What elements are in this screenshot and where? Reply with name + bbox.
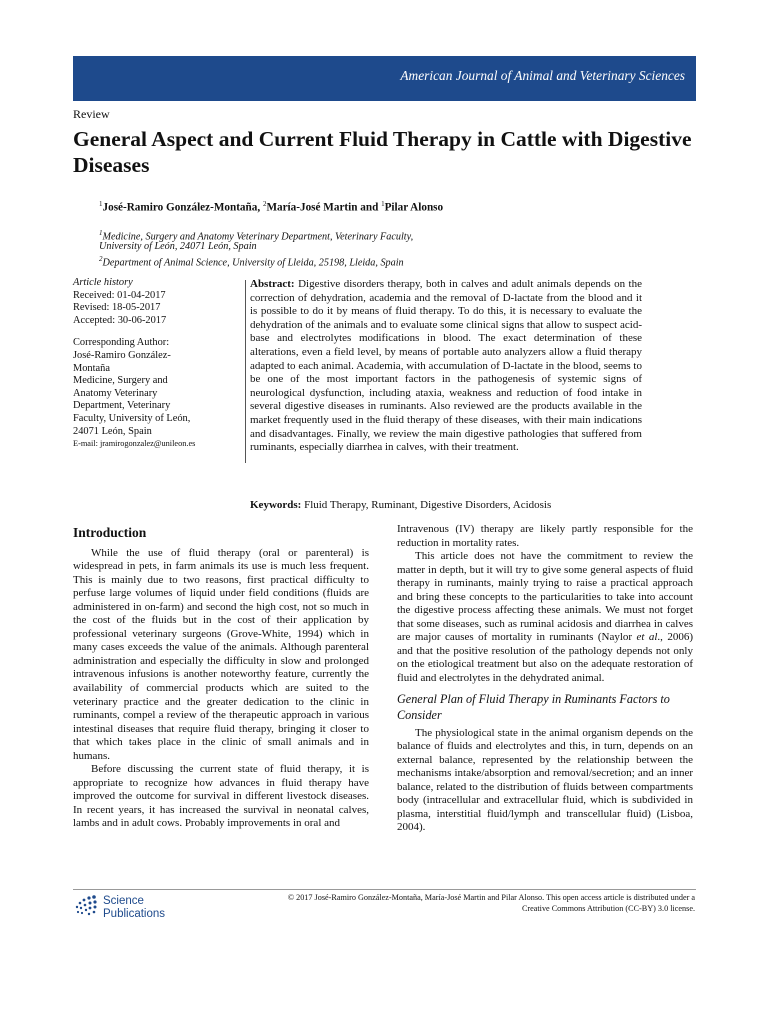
author-name: María-José Martin and: [266, 201, 382, 214]
abstract: [250, 278, 642, 455]
footer-divider: [73, 889, 696, 890]
corresponding-line: 24071 León, Spain: [73, 425, 152, 437]
affiliation-sup: 2: [99, 255, 103, 263]
journal-title: American Journal of Animal and Veterinary Sciences: [400, 68, 685, 83]
affiliation-text: University of León, 24071 León, Spain: [99, 241, 257, 252]
corresponding-line: José-Ramiro González-: [73, 349, 171, 361]
affiliation: [99, 253, 404, 270]
author-sup: 1: [99, 200, 103, 208]
corresponding-label: Corresponding Author:: [73, 337, 170, 349]
copyright-notice: [200, 893, 695, 914]
history-label: Article history: [73, 277, 133, 288]
corresponding-line: Montaña: [73, 362, 110, 374]
logo-text: [103, 895, 165, 920]
paragraph-text: This article does not have the commitment to review the matter in depth, but it will try to give some general aspects of fluid therapy in ruminants, mainly trying to raise a practical approach and bring these concepts to the particularities to take into account the digestive process affecting these animals. We must not forget that some diseases, such as ruminal acidosis and diarrhea in calves are major causes of mortality in ruminants (Naylor: [397, 550, 693, 644]
paragraph: While the use of fluid therapy (oral or parenteral) is widespread in pets, in farm animals its use is much less frequent. This is mainly due to two reasons, first practical difficulty to perfuse large volumes of liquid under field conditions (fluids are administered in on-farm) and second the high cost, not so much in the cost of the fluids but in the cost of their application by professional veterinary surgeons (Grove-White, 1994) which in many cases exceeds the value of the animals. Although parenteral administration and especially the difficulty in slow and prolonged intravenous infusions is another noteworthy feature, currently the availability of commercial products which are suited to the veterinary practice and the greater dedication to the clinic in ruminants, compel a review of the therapeutic approach in various intestinal diseases that require fluid therapy, bringing it closer to that which takes place in the clinic of small animals and in humans.: [73, 546, 369, 762]
paragraph: [397, 550, 693, 685]
accepted-date: Accepted: 30-06-2017: [73, 314, 167, 326]
received-date: Received: 01-04-2017: [73, 289, 166, 301]
citation-etal: et al: [636, 631, 658, 644]
corresponding-line: Faculty, University of León,: [73, 412, 191, 424]
affiliation-sup: 1: [99, 229, 103, 237]
logo-line: Science: [103, 895, 144, 907]
corresponding-email[interactable]: E-mail: jramirogonzalez@unileon.es: [73, 439, 196, 449]
affiliation-text: Department of Animal Science, University of Lleida, 25198, Lleida, Spain: [102, 257, 404, 269]
abstract-text: Digestive disorders therapy, both in calves and adult animals depends on the correction of dehydration, academia and the removal of D-lactate from the blood and it is possible to do it by means of fluid therapy. To do this, it is necessary to evaluate the dehydration of the animals and to evaluate some clinical signs that allow to suspect acid-base and electrolytes modifications in blood. The exact determination of these alterations, even a field level, by means of portable auto analyzers allow a fluid therapy adapted to each animal. Academia, with accumulation of D-lactate in the blood, seems to be one of the most important factors in the pathogenesis of systemic signs of neurological dysfunction, including ataxia, weakness and reduction of food intake in several digestive diseases in ruminants. Also reviewed are the products available in the market frequently used in the fluid therapy of these diseases, with their main indications and disadvantages. Finally, we review the main digestive pathologies that suffered from ruminants, especially diarrhea in calves, with their treatment.: [250, 278, 642, 454]
affiliation-text: Medicine, Surgery and Anatomy Veterinary Department, Veterinary Faculty,: [102, 231, 414, 243]
divider: [245, 280, 246, 463]
paragraph-text: ., 2006) and that the positive resolution of the pathology depends not only on the etiological treatment but also on the adequate restoration of fluid and electrolytes in the dehydrated animal.: [397, 631, 693, 685]
copyright-line: Creative Commons Attribution (CC-BY) 3.0 license.: [521, 903, 695, 913]
right-column: [397, 523, 693, 835]
author-name: Pilar Alonso: [384, 201, 444, 214]
keywords-label: Keywords:: [250, 499, 302, 511]
paper-title: General Aspect and Current Fluid Therapy in Cattle with Digestive Diseases: [73, 127, 692, 177]
subsection-heading: General Plan of Fluid Therapy in Ruminants Factors to Consider: [397, 691, 670, 722]
science-publications-logo-icon: [74, 893, 100, 919]
paragraph: The physiological state in the animal organism depends on the balance of fluids and electrolytes and this, in turn, depends on an external balance, represented by the relationship between the mechanisms intake/absorption and removal/secretion; and an inner balance, related to the distribution of fluids between compartments body (intracellular and extracellular fluid, which is subdivided in plasma, interstitial fluid/lymph and transcellular fluid) (Lisboa, 2004).: [397, 726, 693, 834]
journal-banner: [73, 56, 696, 101]
paragraph: Intravenous (IV) therapy are likely partly responsible for the reduction in mortality rates.: [397, 523, 693, 549]
left-column: [73, 523, 369, 831]
section-heading: Introduction: [73, 525, 147, 540]
publisher-logo: [74, 893, 184, 923]
author-sup: 1: [381, 200, 385, 208]
copyright-line: © 2017 José-Ramiro González-Montaña, María-José Martin and Pilar Alonso. This open access article is distributed under a: [287, 893, 695, 902]
author-sup: 2: [262, 200, 267, 208]
corresponding-line: Medicine, Surgery and: [73, 375, 168, 387]
revised-date: Revised: 18-05-2017: [73, 302, 161, 314]
author-name: José-Ramiro González-Montaña,: [102, 201, 263, 214]
article-history: [73, 277, 243, 451]
corresponding-line: Anatomy Veterinary: [73, 387, 158, 399]
corresponding-line: Department, Veterinary: [73, 400, 171, 412]
keywords: [250, 499, 551, 511]
logo-line: Publications: [103, 907, 166, 920]
affiliation: [99, 240, 257, 254]
abstract-label: Abstract:: [250, 278, 295, 290]
author-list: [99, 200, 443, 214]
article-type: Review: [73, 107, 110, 121]
paragraph: Before discussing the current state of fluid therapy, it is appropriate to recognize how advances in fluid therapy have improved the outcome for survival in different livestock diseases. In recent years, it has increased the survival in neonatal calves, lambs and in adult cows. Probably improvements in oral and: [73, 763, 369, 830]
keywords-text: Fluid Therapy, Ruminant, Digestive Disorders, Acidosis: [304, 499, 552, 511]
